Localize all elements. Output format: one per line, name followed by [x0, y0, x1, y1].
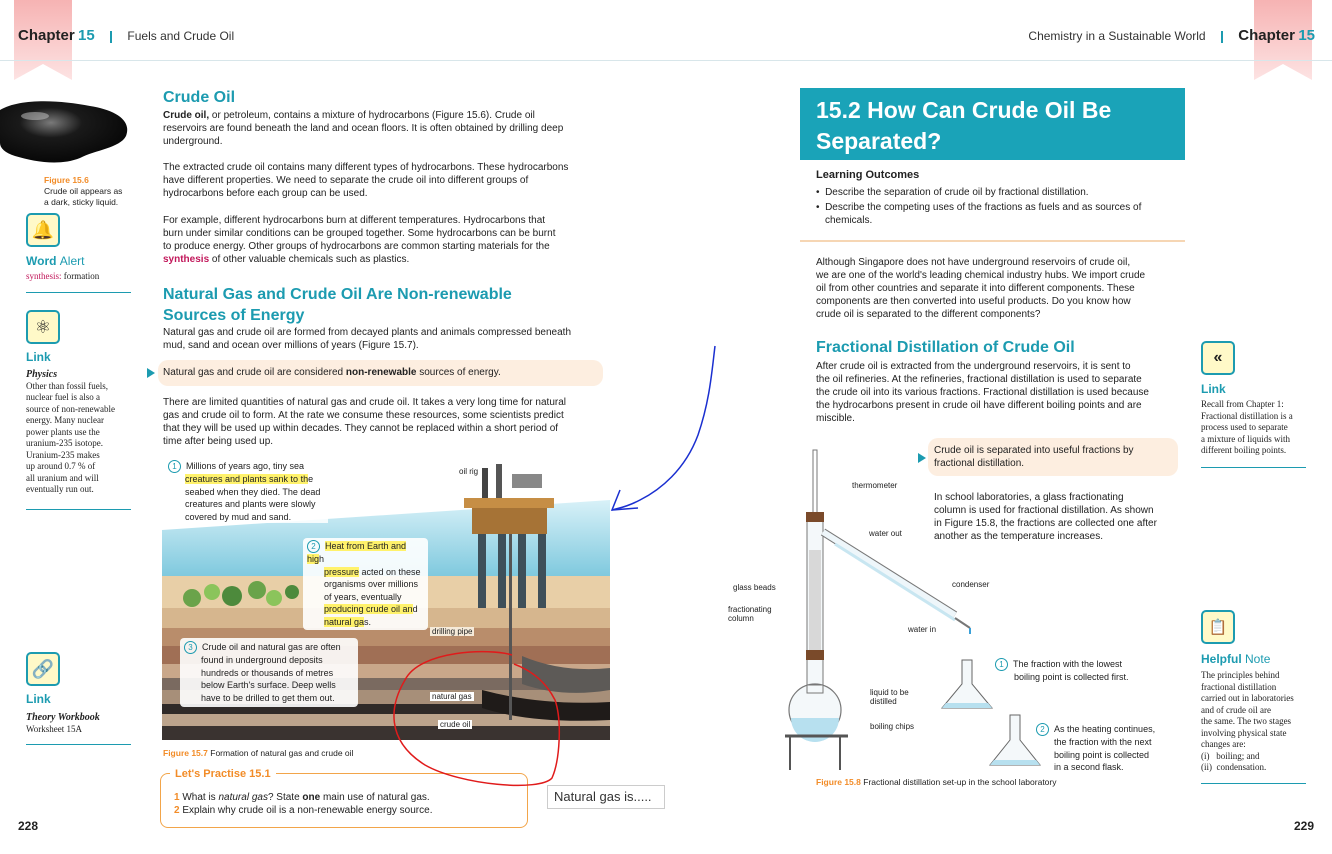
step-text: Millions of years ago, tiny sea — [186, 461, 305, 471]
heading-line: Sources of Energy — [163, 307, 305, 324]
step-text: boiling point is collected first. — [1014, 672, 1129, 682]
text-line: oil from other countries and separate it into different components. These — [816, 283, 1135, 294]
word-alert-word: Word — [26, 254, 57, 268]
label-line: liquid to be — [870, 688, 909, 697]
link-line: Other than fossil fuels, — [26, 380, 108, 391]
step-number: 1 — [995, 658, 1008, 671]
step-text: acted on these — [359, 566, 421, 577]
question-2 — [174, 804, 432, 817]
outcome-item: • Describe the competing uses of the fractions as fuels and as sources of — [816, 202, 1142, 213]
note-line: carried out in laboratories — [1201, 693, 1294, 703]
link-line: Uranium-235 makes — [26, 449, 100, 460]
link-line: energy. Many nuclear — [26, 415, 104, 425]
link-line: eventually run out. — [26, 484, 94, 494]
caption-text: Fractional distillation set-up in the school laboratory — [860, 777, 1057, 787]
label-crude-oil: crude oil — [440, 720, 471, 729]
caption-text: Formation of natural gas and crude oil — [207, 748, 354, 758]
highlighted-text: producing crude oil an — [324, 604, 413, 614]
text-line: crude oil is separated to the different components? — [816, 309, 1041, 320]
link-title: Link — [26, 350, 51, 364]
link-line: power plants use the — [26, 426, 100, 437]
text-line: another as the temperature increases. — [934, 531, 1103, 542]
step-text: covered by mud and sand. — [185, 511, 292, 522]
sidebar-rule — [26, 292, 131, 293]
label-line: column — [728, 614, 754, 623]
header-divider — [110, 31, 112, 43]
step-number: 3 — [184, 641, 197, 654]
double-chevron-left-icon: « — [1201, 341, 1235, 375]
text-line: components are then converted into useful products. Do you know how — [816, 296, 1131, 307]
left-running-header — [18, 27, 234, 44]
callout-text: Natural gas and crude oil are considered — [163, 367, 346, 378]
note-line: involving physical state — [1201, 727, 1287, 738]
label-line: fractionating — [728, 605, 772, 614]
question-text: What is — [179, 792, 219, 803]
link-line: process used to separate — [1201, 422, 1288, 432]
right-running-header — [1028, 27, 1315, 44]
chapter-number: 15 — [1298, 27, 1315, 44]
word-alert-entry — [26, 271, 99, 283]
word-alert-term: synthesis: — [26, 271, 62, 281]
link-line: up around 0.7 % of — [26, 461, 96, 471]
text-line: underground. — [163, 136, 223, 147]
sidebar-rule — [1201, 467, 1306, 468]
link-subject: Physics — [26, 369, 58, 380]
label-boiling-chips: boiling chips — [870, 722, 915, 731]
question-text: natural gas — [218, 792, 268, 803]
label-oil-rig: oil rig — [459, 467, 479, 476]
label-thermometer: thermometer — [852, 481, 898, 490]
atom-icon: ⚛ — [26, 310, 60, 344]
text-line: of other valuable chemicals such as plastics. — [209, 254, 410, 265]
learning-outcomes-heading: Learning Outcomes — [816, 169, 920, 181]
step-text: Crude oil and natural gas are often — [202, 642, 341, 652]
outcome-text: Describe the competing uses of the fractions as fuels and as sources of — [825, 202, 1142, 213]
burning-paragraph — [163, 214, 603, 266]
step-text: below Earth's surface. Deep wells — [201, 680, 336, 690]
title-line: Separated? — [816, 128, 942, 154]
note-title-word: Helpful — [1201, 652, 1242, 666]
text-line: time after being used up. — [163, 436, 274, 447]
note-line: changes are: — [1201, 739, 1246, 749]
outcome-text: Describe the separation of crude oil by fractional distillation. — [825, 187, 1089, 198]
chapter-number: 15 — [78, 27, 95, 44]
highlighted-text: Heat from Earth and hig — [307, 541, 407, 564]
step-text: e — [308, 474, 314, 484]
question-number: 1 — [174, 792, 180, 803]
label-glass-beads: glass beads — [733, 583, 776, 592]
red-pen-circle — [394, 652, 559, 786]
text-line: in Figure 15.8, the fractions are collected one after — [934, 518, 1157, 529]
step-text: The fraction with the lowest — [1013, 659, 1123, 669]
step-text: boiling point is collected — [1054, 749, 1150, 760]
chapter-title: Fuels and Crude Oil — [127, 29, 235, 43]
section-title-banner — [800, 88, 1185, 160]
link-line: source of non-renewable — [26, 403, 115, 414]
synthesis-term: synthesis — [163, 254, 210, 265]
figure-15-8-caption — [816, 777, 1057, 787]
note-item: condensation. — [1216, 762, 1267, 772]
link-line: Fractional distillation is a — [1201, 410, 1293, 421]
link-line: a mixture of liquids with — [1201, 433, 1290, 444]
step-number: 2 — [307, 540, 320, 553]
text-line: hydrocarbons before each group can be used. — [163, 188, 368, 199]
distillation-step-1 — [995, 658, 1129, 683]
step-text: seabed when they died. The dead — [185, 486, 321, 497]
text-line: have different properties. We need to separate the crude oil into different groups of — [163, 175, 529, 186]
learning-outcomes-list — [816, 186, 1176, 227]
label-condenser: condenser — [952, 580, 990, 589]
text-line: There are limited quantities of natural gas and crude oil. It takes a very long time for natural — [163, 397, 566, 408]
word-alert-word: Alert — [59, 254, 85, 268]
step-text: the fraction with the next — [1054, 737, 1152, 747]
step-text: d — [412, 604, 418, 614]
label-water-out: water out — [869, 529, 902, 538]
link-title: Link — [1201, 382, 1226, 396]
step-text: organisms over millions — [324, 579, 419, 589]
workbook-ref: Worksheet 15A — [26, 723, 83, 734]
distillation-step-2 — [1036, 723, 1155, 774]
outcome-item: • Describe the separation of crude oil by fractional distillation. — [816, 187, 1089, 198]
label-water-in: water in — [908, 625, 937, 634]
figure-15-6-caption — [44, 175, 122, 208]
label-natural-gas: natural gas — [432, 692, 472, 701]
section-heading-non-renewable — [163, 284, 512, 326]
bell-icon: 🔔 — [26, 213, 60, 247]
word-alert-title — [26, 254, 84, 268]
text-line: For example, different hydrocarbons burn at different temperatures. Hydrocarbons that — [163, 215, 546, 226]
label-drilling-pipe: drilling pipe — [432, 627, 473, 636]
step-text: of years, eventually — [324, 591, 402, 602]
callout-text: sources of energy. — [416, 367, 501, 378]
link-line: nuclear fuel is also a — [26, 392, 100, 402]
figure-label: Figure 15.7 — [163, 748, 208, 758]
header-rule — [0, 60, 1332, 61]
sidebar-rule — [26, 744, 131, 745]
chain-link-icon: 🔗 — [26, 652, 60, 686]
outcome-text: chemicals. — [825, 215, 873, 226]
text-line: After crude oil is extracted from the underground reservoirs, it is sent to — [816, 361, 1131, 372]
text-line: to produce energy. Other groups of hydrocarbons are common starting materials for the — [163, 241, 550, 252]
header-divider — [1221, 31, 1223, 43]
helpful-note-box — [1201, 670, 1313, 774]
callout-bold: non-renewable — [345, 367, 417, 378]
section-heading-crude-oil: Crude Oil — [163, 89, 236, 106]
step-text: found in underground deposits — [201, 655, 323, 665]
heading-line: Natural Gas and Crude Oil Are Non-renewable — [163, 286, 512, 303]
link-title: Link — [26, 692, 51, 706]
text-line: or petroleum, contains a mixture of hydrocarbons (Figure 15.6). Crude oil — [209, 110, 535, 121]
step-number: 1 — [168, 460, 181, 473]
key-point-arrow-icon — [147, 368, 155, 378]
figure-15-7-caption — [163, 748, 353, 758]
step-text: h — [319, 554, 325, 564]
page-number-right: 229 — [1293, 819, 1314, 833]
figure-label: Figure 15.8 — [816, 777, 861, 787]
figure-step-1 — [168, 460, 328, 523]
highlighted-text: pressure — [324, 566, 360, 577]
text-line: we are one of the world's leading chemical industry hubs. We import crude — [816, 270, 1146, 281]
step-number: 2 — [1036, 723, 1049, 736]
pen-annotation-layer — [380, 340, 720, 800]
blue-pen-arrow-stroke — [612, 346, 715, 510]
note-item: boiling; and — [1216, 750, 1260, 761]
step-text: s. — [364, 616, 372, 627]
caption-line: a dark, sticky liquid. — [44, 197, 119, 207]
step-text: creatures and plants were slowly — [185, 499, 316, 509]
note-item-number: (i) — [1201, 750, 1210, 761]
text-line: the hydrocarbons present in crude oil have different boiling points and are — [816, 400, 1142, 411]
highlighted-text: creatures and plants sank to th — [185, 474, 309, 484]
callout-text: Crude oil is separated into useful fractions by — [934, 445, 1134, 456]
chapter-word: Chapter — [18, 27, 75, 44]
notepad-icon: 📋 — [1201, 610, 1235, 644]
link-recall-box — [1201, 399, 1311, 457]
sidebar-rule — [26, 509, 131, 510]
step-text: in a second flask. — [1054, 762, 1124, 772]
callout-text: fractional distillation. — [934, 458, 1025, 469]
link-line: uranium-235 isotope. — [26, 438, 103, 448]
label-line: distilled — [870, 697, 897, 706]
text-line: Natural gas and crude oil are formed from decayed plants and animals compressed beneath — [163, 327, 572, 338]
text-line: burn under similar conditions can be grouped together. Some hydrocarbons can be burnt — [163, 228, 556, 239]
link-physics-box — [26, 369, 136, 496]
word-alert-def: formation — [63, 271, 100, 281]
link-line: all uranium and will — [26, 472, 99, 483]
crude-oil-paragraph — [163, 109, 603, 148]
note-line: the same. The two stages — [1201, 716, 1292, 726]
note-item-number: (ii) — [1201, 762, 1212, 772]
question-text: main use of natural gas. — [320, 792, 430, 803]
page-number-left: 228 — [18, 819, 39, 833]
question-text: one — [302, 792, 321, 803]
note-title-word: Note — [1245, 652, 1271, 666]
chapter-word: Chapter — [1238, 27, 1295, 44]
hydrocarbons-paragraph — [163, 161, 603, 200]
text-line: the crude oil into its various fractions. Fractional distillation is used because — [816, 387, 1149, 398]
note-line: The principles behind — [1201, 670, 1280, 680]
helpful-note-title — [1201, 652, 1270, 666]
section-heading-fractional-distillation: Fractional Distillation of Crude Oil — [816, 339, 1075, 356]
question-text: ? State — [267, 792, 303, 803]
text-line: miscible. — [816, 413, 855, 424]
question-number: 2 — [174, 805, 180, 816]
step-text: As the heating continues, — [1054, 724, 1156, 734]
note-line: and of crude oil are — [1201, 704, 1271, 715]
link-workbook-box — [26, 712, 100, 735]
answer-text-box[interactable]: Natural gas is..... — [547, 785, 665, 809]
practise-title: Let's Practise 15.1 — [170, 768, 276, 780]
text-line: that they will be used up within decades. They cannot be replaced within a short period of — [163, 423, 559, 434]
crude-oil-photo — [0, 98, 132, 166]
highlighted-text: natural ga — [324, 616, 365, 627]
book-title: Chemistry in a Sustainable World — [1028, 29, 1206, 43]
text-line: the oil refineries. At the refineries, fractional distillation is used to separate — [816, 374, 1142, 385]
question-text: Explain why crude oil is a non-renewable energy source. — [179, 805, 433, 816]
title-line: 15.2 How Can Crude Oil Be — [816, 97, 1112, 123]
note-line: fractional distillation — [1201, 681, 1277, 692]
text-line: mud, sand and ocean over millions of years (Figure 15.7). — [163, 340, 419, 351]
caption-line: Crude oil appears as — [44, 186, 123, 196]
text-line: The extracted crude oil contains many different types of hydrocarbons. These hydrocarbons — [163, 162, 569, 173]
text-line: column is used for fractional distillation. As shown — [934, 505, 1154, 516]
label-liquid-to-be-distilled — [870, 688, 909, 706]
figure-label: Figure 15.6 — [44, 175, 89, 185]
text-line: gas and crude oil to form. At the rate we consume these resources, some scientists predict — [163, 410, 564, 421]
text-line: reservoirs are found beneath the land and ocean floors. It is often obtained by drilling deep — [163, 123, 564, 134]
link-line: different boiling points. — [1201, 445, 1287, 455]
text-line: Although Singapore does not have underground reservoirs of crude oil, — [816, 257, 1131, 268]
fractional-distillation-paragraph — [816, 360, 1181, 425]
figure-step-3 — [180, 638, 358, 707]
outcomes-divider — [800, 240, 1185, 242]
step-text: have to be drilled to get them out. — [201, 692, 335, 703]
bold-term: Crude oil, — [163, 110, 210, 121]
text-line: In school laboratories, a glass fractionating — [934, 492, 1124, 503]
label-fractionating-column — [728, 605, 772, 623]
workbook-title: Theory Workbook — [26, 712, 100, 723]
intro-paragraph — [816, 256, 1176, 321]
link-line: Recall from Chapter 1: — [1201, 399, 1284, 409]
step-text: hundreds or thousands of metres — [201, 667, 334, 678]
sidebar-rule — [1201, 783, 1306, 784]
